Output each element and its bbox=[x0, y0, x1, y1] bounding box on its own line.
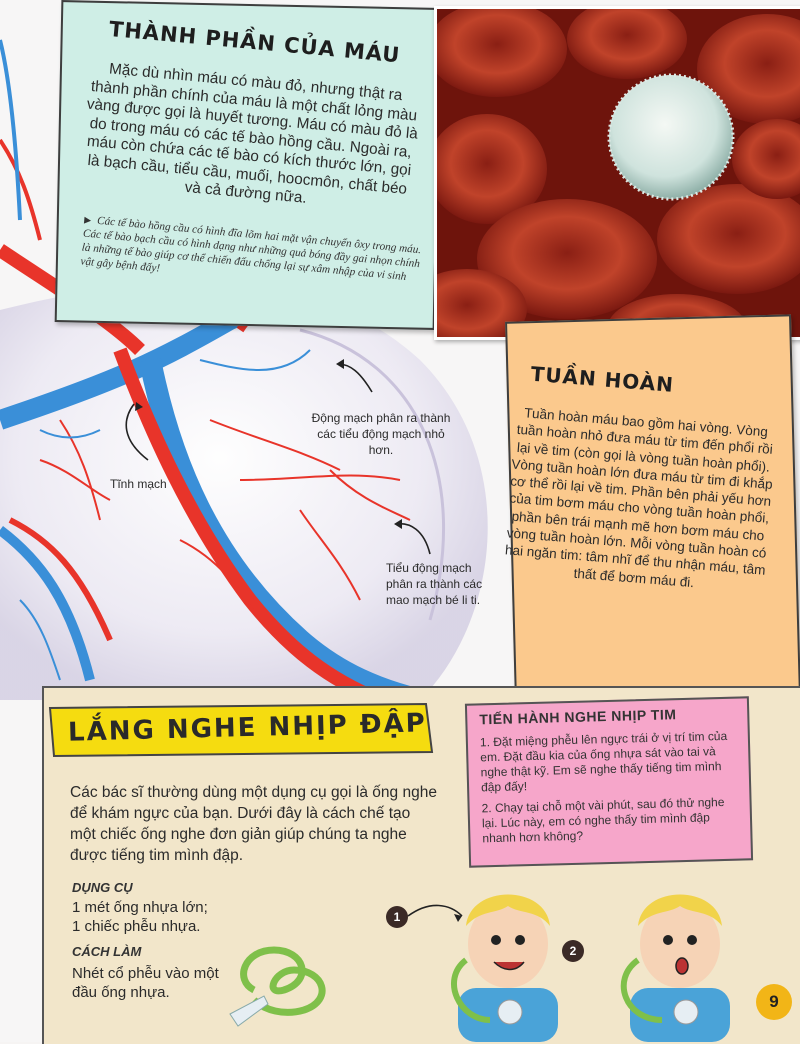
blood-cells-photo bbox=[434, 6, 800, 340]
blood-composition-caption bbox=[80, 213, 424, 300]
circulation-note bbox=[505, 314, 800, 703]
kid-listening-illustration-1 bbox=[400, 870, 600, 1042]
blood-composition-text: Mặc dù nhìn máu có màu đỏ, nhưng thật ra thành phần chính của máu là một chất lỏng màu vàng được gọi là huyết tương. Máu có màu đỏ là do trong máu có các tế bào hồng cầu. Ngoài ra, máu còn chứa các tế bào có kích thước lớn, gọi là bạch cầu, tiểu cầu, muối, hoocmôn, chất béo và cả đường nữa. bbox=[86, 60, 419, 207]
step-badge-1: 1 bbox=[386, 906, 408, 928]
blood-composition-note bbox=[55, 0, 442, 330]
procedure-step-1: 1. Đặt miệng phễu lên ngực trái ở vị trí tim của em. Đặt đầu kia của ống nhựa sát vào tai và nghe thật kỹ. Em sẽ nghe thấy tiếng tim mình đập đấy! bbox=[479, 728, 728, 795]
procedure-step-2: 2. Chạy tại chỗ một vài phút, sau đó thử nghe lại. Lúc này, em có nghe thấy tim mình đập nhanh hơn không? bbox=[481, 794, 725, 846]
tools-heading: DỤNG CỤ bbox=[72, 880, 133, 895]
tools-item-2: 1 chiếc phễu nhựa. bbox=[72, 918, 201, 935]
blood-composition-title: THÀNH PHẦN CỦA MÁU bbox=[108, 16, 402, 68]
activity-title: LẮNG NGHE NHỊP ĐẬP bbox=[67, 708, 428, 748]
bullet-triangle-icon: ▶ bbox=[83, 214, 92, 226]
procedure-heading: TIẾN HÀNH NGHE NHỊP TIM bbox=[479, 706, 677, 728]
procedure-note bbox=[465, 696, 753, 867]
circulation-title: TUẦN HOÀN bbox=[529, 361, 675, 397]
funnel-tube-illustration bbox=[224, 930, 344, 1030]
page-number-badge: 9 bbox=[756, 984, 792, 1020]
kid-listening-illustration-2 bbox=[590, 870, 760, 1042]
tools-item-1: 1 mét ống nhựa lớn; bbox=[72, 899, 208, 916]
circulation-text: Tuần hoàn máu bao gồm hai vòng. Vòng tuần hoàn nhỏ đưa máu từ tim đến phổi rồi lại về tim (còn gọi là vòng tuần hoàn phổi). Vòng tuần hoàn lớn đưa máu từ tim đi khắp cơ thể rồi lại về tim. Phần bên phải yếu hơn của tim bơm máu cho vòng tuần hoàn phổi, phần bên trái mạnh mẽ hơn bơm máu cho vòng tuần hoàn lớn. Mỗi vòng tuần hoàn có hai ngăn tim: tâm nhĩ để thu nhận máu, tâm thất để bơm máu đi. bbox=[504, 405, 774, 590]
method-text: Nhét cổ phễu vào một đầu ống nhựa. bbox=[72, 965, 219, 1001]
blood-composition-caption-text: Các tế bào hồng cầu có hình đĩa lõm hai mặt vận chuyển ôxy trong máu. Các tế bào bạch cầu có hình dạng như những quả bóng đầy gai nhọn chính là những tế bào giúp cơ thể chiến đấu chống lại sự xâm nhập của vi sinh vật gây bệnh đấy! bbox=[79, 214, 422, 283]
activity-intro: Các bác sĩ thường dùng một dụng cụ gọi là ống nghe để khám ngực của bạn. Dưới đây là cách chế tạo một chiếc ống nghe đơn giản giúp chúng ta nghe được tiếng tim mình đập. bbox=[70, 784, 437, 864]
artery-label: Động mạch phân ra thành các tiểu động mạch nhỏ hơn. bbox=[311, 411, 451, 457]
arteriole-label: Tiểu động mạch phân ra thành các mao mạch bé li ti. bbox=[386, 561, 483, 607]
step-badge-2: 2 bbox=[562, 940, 584, 962]
method-heading: CÁCH LÀM bbox=[72, 944, 142, 959]
vein-label: Tĩnh mạch bbox=[110, 477, 167, 491]
